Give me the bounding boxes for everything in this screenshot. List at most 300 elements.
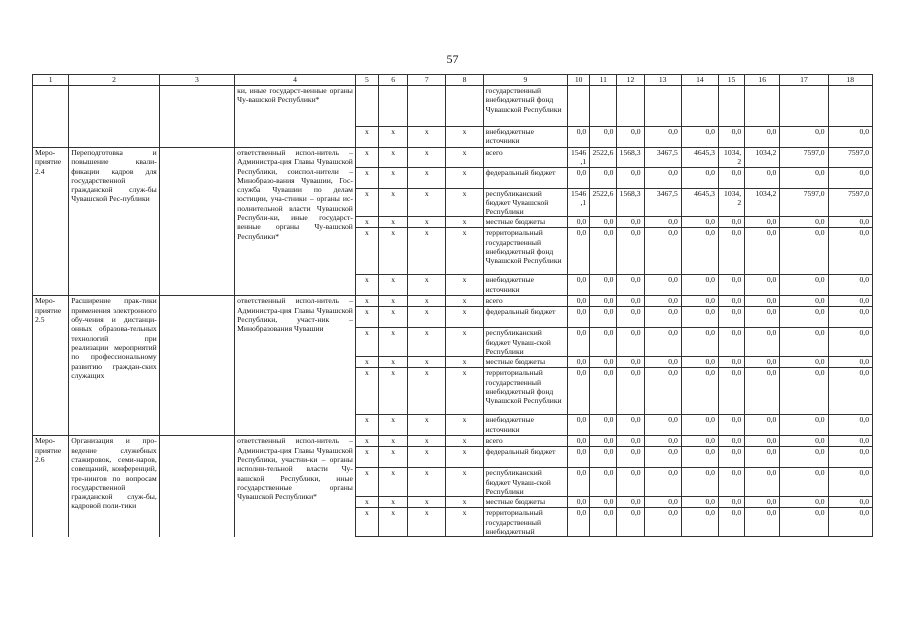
- target-mark: х: [355, 167, 378, 188]
- target-mark: х: [446, 447, 483, 468]
- amount-cell: 0,0: [780, 468, 828, 497]
- amount-cell: 0,0: [745, 296, 780, 307]
- column-number: 11: [590, 75, 617, 86]
- amount-cell: 0,0: [681, 415, 718, 436]
- amount-cell: 0,0: [568, 368, 590, 415]
- amount-cell: 1034,2: [718, 188, 744, 217]
- target-mark: х: [408, 127, 446, 148]
- target-mark: х: [446, 436, 483, 447]
- amount-cell: 0,0: [568, 508, 590, 537]
- measure-name: Организация и про-ведение служебных стажировок, семи-наров, совещаний, конференций, тре-нингов по вопросам государственной гражданской служ-бы, кадровой поли-тики: [69, 436, 160, 537]
- amount-cell: 0,0: [568, 497, 590, 508]
- amount-cell: 0,0: [780, 127, 828, 148]
- amount-cell: 0,0: [568, 217, 590, 228]
- empty-col-3: [159, 296, 234, 436]
- amount-cell: 0,0: [780, 217, 828, 228]
- amount-cell: 0,0: [568, 436, 590, 447]
- amount-cell: 0,0: [780, 307, 828, 328]
- amount-cell: 0,0: [681, 497, 718, 508]
- amount-cell: 0,0: [745, 368, 780, 415]
- column-number: 5: [355, 75, 378, 86]
- amount-cell: 0,0: [681, 167, 718, 188]
- amount-cell: 0,0: [644, 468, 681, 497]
- amount-cell: 0,0: [590, 436, 617, 447]
- amount-cell: 0,0: [780, 357, 828, 368]
- amount-cell: 0,0: [644, 508, 681, 537]
- target-mark: х: [408, 508, 446, 537]
- target-mark: х: [355, 188, 378, 217]
- empty-col-3: [159, 436, 234, 537]
- amount-cell: 0,0: [745, 447, 780, 468]
- blank-cell: [568, 86, 590, 127]
- target-mark: х: [355, 307, 378, 328]
- amount-cell: 0,0: [590, 468, 617, 497]
- target-mark: х: [446, 468, 483, 497]
- amount-cell: 0,0: [745, 275, 780, 296]
- amount-cell: 0,0: [590, 508, 617, 537]
- amount-cell: 0,0: [745, 436, 780, 447]
- target-mark: х: [355, 228, 378, 275]
- amount-cell: 0,0: [590, 217, 617, 228]
- target-mark: х: [446, 167, 483, 188]
- amount-cell: 0,0: [644, 275, 681, 296]
- target-mark: х: [379, 127, 408, 148]
- target-mark: х: [379, 296, 408, 307]
- target-mark: х: [379, 468, 408, 497]
- target-mark: х: [379, 228, 408, 275]
- target-mark: х: [408, 275, 446, 296]
- amount-cell: 0,0: [745, 167, 780, 188]
- funding-source: территориальный государственный внебюджетный: [483, 508, 568, 537]
- target-mark: х: [379, 497, 408, 508]
- amount-cell: 0,0: [681, 217, 718, 228]
- amount-cell: 0,0: [644, 357, 681, 368]
- amount-cell: 0,0: [590, 296, 617, 307]
- target-mark: х: [355, 357, 378, 368]
- amount-cell: 0,0: [828, 508, 872, 537]
- target-mark: х: [408, 436, 446, 447]
- amount-cell: 7597,0: [780, 148, 828, 168]
- amount-cell: 0,0: [828, 167, 872, 188]
- target-mark: х: [379, 328, 408, 357]
- executor-cont: ки, иные государст-венные органы Чу-вашской Республики*: [235, 86, 356, 148]
- target-mark: х: [446, 188, 483, 217]
- amount-cell: 0,0: [644, 296, 681, 307]
- amount-cell: 0,0: [617, 368, 644, 415]
- funding-source: федеральный бюджет: [483, 167, 568, 188]
- amount-cell: 0,0: [568, 296, 590, 307]
- target-mark: х: [355, 468, 378, 497]
- funding-source: федеральный бюджет: [483, 307, 568, 328]
- column-number: 1: [33, 75, 69, 86]
- funding-source: республиканский бюджет Чуваш-ской Республики: [483, 328, 568, 357]
- target-mark: х: [408, 468, 446, 497]
- target-mark: х: [379, 508, 408, 537]
- amount-cell: 0,0: [828, 217, 872, 228]
- funding-source: внебюджетные источники: [483, 127, 568, 148]
- amount-cell: 0,0: [828, 447, 872, 468]
- amount-cell: 0,0: [681, 228, 718, 275]
- amount-cell: 0,0: [745, 357, 780, 368]
- executor-text: ответственный испол-нитель – Администра-ция Главы Чувашской Республики, соиспол-нители – Минобразо-вания Чувашии, Гос-служба Чувашии по делам юстиции, уча-стники – органы ис-полнительной власти Чувашской Республи-ки, иные государст-венные органы Чу-вашской Республики*: [235, 148, 356, 296]
- amount-cell: 0,0: [718, 357, 744, 368]
- amount-cell: 0,0: [681, 328, 718, 357]
- table-row: [33, 296, 873, 307]
- column-number: 6: [379, 75, 408, 86]
- amount-cell: 0,0: [828, 275, 872, 296]
- financing-table: [32, 74, 873, 537]
- amount-cell: 0,0: [718, 167, 744, 188]
- column-number: 10: [568, 75, 590, 86]
- target-mark: х: [355, 296, 378, 307]
- amount-cell: 0,0: [590, 497, 617, 508]
- amount-cell: 0,0: [828, 415, 872, 436]
- target-mark: х: [408, 307, 446, 328]
- empty-col-3: [159, 148, 234, 296]
- amount-cell: 0,0: [617, 468, 644, 497]
- target-mark: х: [355, 497, 378, 508]
- target-mark: х: [355, 217, 378, 228]
- amount-cell: 0,0: [617, 328, 644, 357]
- column-number: 7: [408, 75, 446, 86]
- amount-cell: 2522,6: [590, 188, 617, 217]
- amount-cell: 1568,3: [617, 188, 644, 217]
- target-mark: х: [446, 228, 483, 275]
- amount-cell: 7597,0: [780, 188, 828, 217]
- table-row: [33, 148, 873, 168]
- column-number: 8: [446, 75, 483, 86]
- target-mark: х: [408, 148, 446, 168]
- amount-cell: 0,0: [718, 468, 744, 497]
- amount-cell: 0,0: [644, 368, 681, 415]
- target-mark: х: [446, 508, 483, 537]
- column-number: 12: [617, 75, 644, 86]
- measure-id: Меро-приятие 2.5: [33, 296, 69, 436]
- blank-cell: [745, 86, 780, 127]
- executor-text: ответственный испол-нитель – Администра-ция Главы Чувашской Республики, участни-ки – органы исполни-тельной власти Чу-вашской Республики, иные государственные органы Чувашской Республики*: [235, 436, 356, 537]
- amount-cell: 0,0: [644, 228, 681, 275]
- page-number: 57: [446, 52, 459, 66]
- amount-cell: 0,0: [681, 275, 718, 296]
- amount-cell: 0,0: [590, 357, 617, 368]
- blank-cell: [590, 86, 617, 127]
- amount-cell: 0,0: [718, 307, 744, 328]
- blank-cell: [644, 86, 681, 127]
- amount-cell: 0,0: [718, 228, 744, 275]
- target-mark: х: [408, 328, 446, 357]
- amount-cell: 0,0: [828, 497, 872, 508]
- amount-cell: 0,0: [590, 415, 617, 436]
- amount-cell: 0,0: [590, 307, 617, 328]
- blank-cell: [408, 86, 446, 127]
- amount-cell: 0,0: [828, 436, 872, 447]
- column-number: 9: [483, 75, 568, 86]
- amount-cell: 0,0: [617, 508, 644, 537]
- amount-cell: 0,0: [681, 296, 718, 307]
- amount-cell: 0,0: [681, 508, 718, 537]
- amount-cell: 0,0: [568, 357, 590, 368]
- target-mark: х: [408, 188, 446, 217]
- column-number: 2: [69, 75, 160, 86]
- amount-cell: 0,0: [780, 436, 828, 447]
- table-row: [33, 436, 873, 447]
- amount-cell: 0,0: [644, 415, 681, 436]
- amount-cell: 0,0: [590, 167, 617, 188]
- measure-name-cont: [69, 86, 160, 148]
- amount-cell: 0,0: [828, 228, 872, 275]
- blank-cell: [681, 86, 718, 127]
- target-mark: х: [446, 148, 483, 168]
- amount-cell: 0,0: [590, 228, 617, 275]
- funding-source: республиканский бюджет Чувашской Республики: [483, 188, 568, 217]
- amount-cell: 0,0: [745, 415, 780, 436]
- amount-cell: 0,0: [828, 307, 872, 328]
- amount-cell: 0,0: [828, 296, 872, 307]
- blank-cell: [617, 86, 644, 127]
- amount-cell: 0,0: [644, 436, 681, 447]
- amount-cell: 0,0: [718, 296, 744, 307]
- target-mark: х: [355, 148, 378, 168]
- amount-cell: 0,0: [644, 127, 681, 148]
- target-mark: х: [379, 188, 408, 217]
- amount-cell: 0,0: [780, 275, 828, 296]
- column-numbers-row: [33, 75, 873, 86]
- column-number: 4: [235, 75, 356, 86]
- target-mark: х: [379, 307, 408, 328]
- amount-cell: 0,0: [780, 415, 828, 436]
- target-mark: х: [446, 415, 483, 436]
- amount-cell: 0,0: [644, 497, 681, 508]
- amount-cell: 3467,5: [644, 148, 681, 168]
- amount-cell: 0,0: [681, 368, 718, 415]
- amount-cell: 1568,3: [617, 148, 644, 168]
- amount-cell: 0,0: [828, 328, 872, 357]
- measure-name: Расширение прак-тики применения электронного обу-чения и дистанци-онных образова-тельных технологий при реализации мероприятий по профессиональному развитию граждан-ских служащих: [69, 296, 160, 436]
- blank-cell: [718, 86, 744, 127]
- measure-id: Меро-приятие 2.4: [33, 148, 69, 296]
- column-number: 17: [780, 75, 828, 86]
- amount-cell: 0,0: [617, 127, 644, 148]
- target-mark: х: [408, 415, 446, 436]
- amount-cell: 0,0: [568, 328, 590, 357]
- measure-id: Меро-приятие 2.6: [33, 436, 69, 537]
- funding-source: местные бюджеты: [483, 217, 568, 228]
- amount-cell: 1034,2: [745, 188, 780, 217]
- amount-cell: 7597,0: [828, 188, 872, 217]
- target-mark: х: [446, 497, 483, 508]
- amount-cell: 0,0: [617, 275, 644, 296]
- amount-cell: 0,0: [780, 497, 828, 508]
- amount-cell: 0,0: [568, 167, 590, 188]
- amount-cell: 0,0: [617, 497, 644, 508]
- target-mark: х: [379, 357, 408, 368]
- blank-cell: [828, 86, 872, 127]
- target-mark: х: [446, 368, 483, 415]
- amount-cell: 3467,5: [644, 188, 681, 217]
- amount-cell: 0,0: [568, 468, 590, 497]
- amount-cell: 0,0: [568, 275, 590, 296]
- amount-cell: 0,0: [780, 228, 828, 275]
- amount-cell: 0,0: [718, 508, 744, 537]
- amount-cell: 0,0: [617, 167, 644, 188]
- amount-cell: 1034,2: [745, 148, 780, 168]
- column-number: 13: [644, 75, 681, 86]
- funding-source: внебюджетные источники: [483, 275, 568, 296]
- target-mark: х: [408, 447, 446, 468]
- blank-cell: [446, 86, 483, 127]
- measure-id-cont: [33, 86, 69, 148]
- target-mark: х: [379, 368, 408, 415]
- amount-cell: 0,0: [718, 368, 744, 415]
- target-mark: х: [446, 328, 483, 357]
- funding-source: всего: [483, 148, 568, 168]
- target-mark: х: [379, 217, 408, 228]
- amount-cell: 0,0: [590, 127, 617, 148]
- amount-cell: 7597,0: [828, 148, 872, 168]
- column-number: 15: [718, 75, 744, 86]
- target-mark: х: [446, 217, 483, 228]
- amount-cell: 0,0: [780, 368, 828, 415]
- amount-cell: 0,0: [681, 127, 718, 148]
- amount-cell: 0,0: [828, 127, 872, 148]
- amount-cell: 0,0: [617, 447, 644, 468]
- amount-cell: 0,0: [644, 447, 681, 468]
- column-number: 14: [681, 75, 718, 86]
- target-mark: х: [355, 127, 378, 148]
- target-mark: х: [379, 436, 408, 447]
- amount-cell: 0,0: [568, 307, 590, 328]
- target-mark: х: [379, 415, 408, 436]
- amount-cell: 0,0: [681, 468, 718, 497]
- amount-cell: 0,0: [644, 328, 681, 357]
- amount-cell: 0,0: [745, 228, 780, 275]
- amount-cell: 0,0: [617, 296, 644, 307]
- funding-source: местные бюджеты: [483, 357, 568, 368]
- amount-cell: 0,0: [718, 447, 744, 468]
- amount-cell: 0,0: [617, 217, 644, 228]
- column-number: 18: [828, 75, 872, 86]
- target-mark: х: [408, 368, 446, 415]
- executor-text: ответственный испол-нитель – Администра-ция Главы Чувашской Республики, участ-ник – Минобразования Чувашии: [235, 296, 356, 436]
- funding-source: территориальный государственный внебюджетный фонд Чувашской Республики: [483, 368, 568, 415]
- amount-cell: 0,0: [590, 447, 617, 468]
- amount-cell: 0,0: [568, 228, 590, 275]
- amount-cell: 0,0: [681, 357, 718, 368]
- target-mark: х: [379, 275, 408, 296]
- target-mark: х: [446, 357, 483, 368]
- target-mark: х: [379, 447, 408, 468]
- target-mark: х: [446, 275, 483, 296]
- funding-source: федеральный бюджет: [483, 447, 568, 468]
- target-mark: х: [446, 127, 483, 148]
- funding-source: территориальный государственный внебюджетный фонд Чувашской Республики: [483, 228, 568, 275]
- funding-source: местные бюджеты: [483, 497, 568, 508]
- table-row: [33, 86, 873, 127]
- target-mark: х: [379, 167, 408, 188]
- target-mark: х: [408, 296, 446, 307]
- amount-cell: 2522,6: [590, 148, 617, 168]
- amount-cell: 0,0: [644, 167, 681, 188]
- amount-cell: 0,0: [718, 436, 744, 447]
- amount-cell: 0,0: [617, 307, 644, 328]
- amount-cell: 0,0: [745, 468, 780, 497]
- amount-cell: 0,0: [590, 275, 617, 296]
- amount-cell: 0,0: [718, 127, 744, 148]
- amount-cell: 1034,2: [718, 148, 744, 168]
- amount-cell: 0,0: [780, 167, 828, 188]
- amount-cell: 0,0: [718, 275, 744, 296]
- amount-cell: 0,0: [718, 497, 744, 508]
- amount-cell: 0,0: [718, 217, 744, 228]
- funding-source: внебюджетные источники: [483, 415, 568, 436]
- amount-cell: 0,0: [780, 508, 828, 537]
- amount-cell: 0,0: [745, 307, 780, 328]
- target-mark: х: [355, 328, 378, 357]
- amount-cell: 0,0: [568, 127, 590, 148]
- target-mark: х: [408, 357, 446, 368]
- column-number: 16: [745, 75, 780, 86]
- column-number: 3: [159, 75, 234, 86]
- amount-cell: 0,0: [745, 497, 780, 508]
- amount-cell: 0,0: [681, 307, 718, 328]
- target-mark: х: [446, 296, 483, 307]
- target-mark: х: [355, 447, 378, 468]
- target-mark: х: [355, 508, 378, 537]
- empty-col-3: [159, 86, 234, 148]
- amount-cell: 0,0: [745, 127, 780, 148]
- blank-cell: [780, 86, 828, 127]
- target-mark: х: [408, 167, 446, 188]
- amount-cell: 0,0: [568, 415, 590, 436]
- amount-cell: 0,0: [681, 447, 718, 468]
- blank-cell: [379, 86, 408, 127]
- amount-cell: 0,0: [718, 415, 744, 436]
- target-mark: х: [355, 275, 378, 296]
- amount-cell: 0,0: [617, 415, 644, 436]
- amount-cell: 0,0: [780, 328, 828, 357]
- amount-cell: 0,0: [745, 508, 780, 537]
- target-mark: х: [408, 228, 446, 275]
- amount-cell: 0,0: [617, 436, 644, 447]
- funding-source: республиканский бюджет Чуваш-ской Республики: [483, 468, 568, 497]
- target-mark: х: [355, 415, 378, 436]
- amount-cell: 0,0: [745, 217, 780, 228]
- amount-cell: 0,0: [681, 436, 718, 447]
- amount-cell: 0,0: [644, 217, 681, 228]
- target-mark: х: [379, 148, 408, 168]
- funding-source: всего: [483, 296, 568, 307]
- funding-source: государственный внебюджетный фонд Чувашской Республики: [483, 86, 568, 127]
- amount-cell: 0,0: [718, 328, 744, 357]
- amount-cell: 4645,3: [681, 188, 718, 217]
- amount-cell: 0,0: [780, 296, 828, 307]
- amount-cell: 0,0: [590, 328, 617, 357]
- amount-cell: 0,0: [828, 468, 872, 497]
- measure-name: Переподготовка и повышение квали-фикации кадров для государственной гражданской служ-бы Чувашской Рес-публики: [69, 148, 160, 296]
- target-mark: х: [446, 307, 483, 328]
- amount-cell: 4645,3: [681, 148, 718, 168]
- blank-cell: [355, 86, 378, 127]
- amount-cell: 0,0: [617, 357, 644, 368]
- amount-cell: 0,0: [780, 447, 828, 468]
- funding-source: всего: [483, 436, 568, 447]
- amount-cell: 0,0: [745, 328, 780, 357]
- target-mark: х: [355, 436, 378, 447]
- amount-cell: 1546,1: [568, 148, 590, 168]
- amount-cell: 0,0: [828, 368, 872, 415]
- amount-cell: 0,0: [617, 228, 644, 275]
- amount-cell: 0,0: [644, 307, 681, 328]
